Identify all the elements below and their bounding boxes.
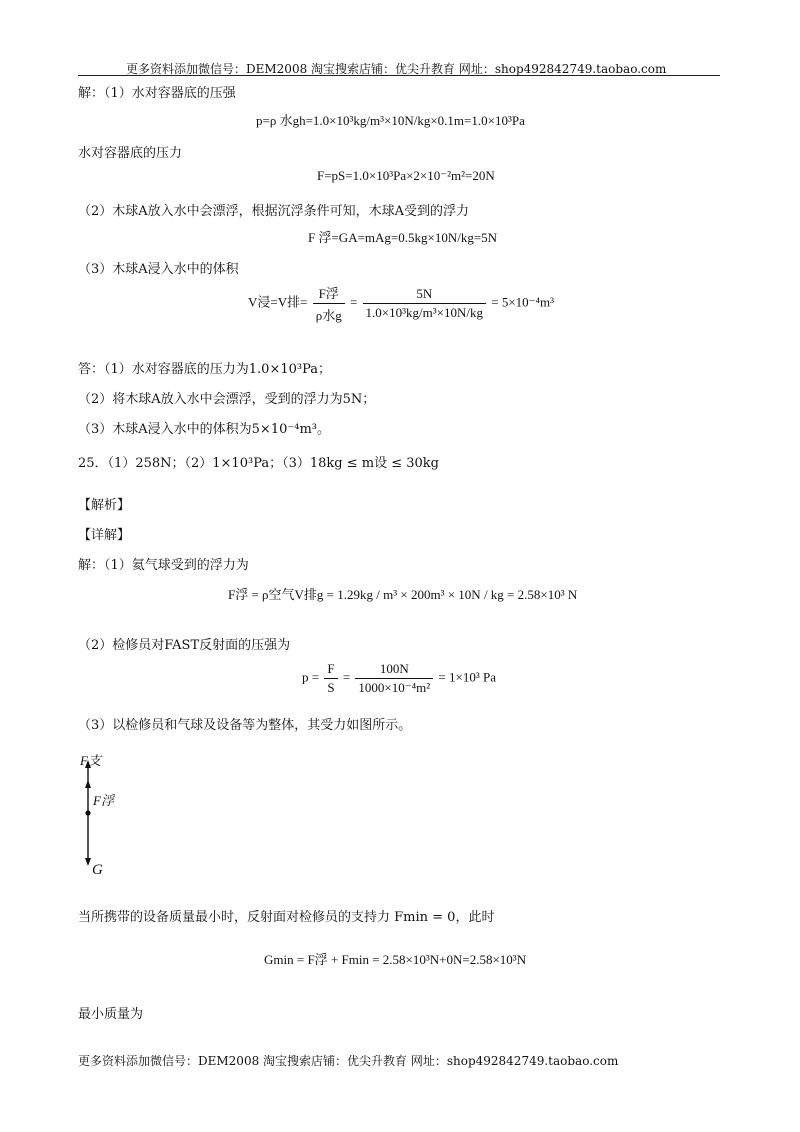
gravity-arrowhead <box>85 858 91 866</box>
header-rule <box>78 75 720 76</box>
q24-volume-rhs: = 5×10⁻⁴m³ <box>491 294 555 310</box>
q25-pressure-fraction-1 <box>324 661 337 696</box>
q25-answer-line: 25．（1）258N；（2）1×10³Pa；（3）18kg ≤ m设 ≤ 30kg <box>78 456 439 471</box>
q24-force-label: 水对容器底的压力 <box>78 146 183 161</box>
q25-min-condition-text: 当所携带的设备质量最小时，反射面对检修员的支持力 Fmin = 0，此时 <box>78 910 495 925</box>
q24-volume-fraction-1 <box>313 283 345 324</box>
q24-volume-fraction-2 <box>363 286 486 321</box>
q24-volume-equation: V浸=V排= $\frac{\text{F浮}}{\text{ρ水g}}$ = $\frac{5N}{\text{1.0×10³kg/m³×10N/kg}}$ = 5×10⁻⁴m³ <box>248 283 554 324</box>
q25-part2-text: （2）检修员对FAST反射面的压强为 <box>78 638 291 653</box>
q25-buoyancy-equation: F浮 = ρ空气V排g = 1.29kg / m³ × 200m³ × 10N / kg = 2.58×10³ N <box>228 587 578 602</box>
q25-part1-text: 解：（1）氦气球受到的浮力为 <box>78 558 249 573</box>
q24-volume-fraction-1-num: F浮 <box>313 283 345 304</box>
q25-pressure-lhs: p = <box>302 669 320 685</box>
page-header: 更多资料添加微信号：DEM2008 淘宝搜索店铺：优尖升教育 网址：shop492842749.taobao.com <box>126 62 667 76</box>
q24-force-equation: F=pS=1.0×10³Pa×2×10⁻²m²=20N <box>317 168 495 183</box>
q24-solution-label: 解：（1）水对容器底的压强 <box>78 86 236 101</box>
q25-part3-text: （3）以检修员和气球及设备等为整体，其受力如图所示。 <box>78 718 412 733</box>
page-footer: 更多资料添加微信号：DEM2008 淘宝搜索店铺：优尖升教育 网址：shop492842749.taobao.com <box>78 1054 619 1068</box>
q25-min-mass-text: 最小质量为 <box>78 1007 144 1022</box>
center-point <box>85 810 90 815</box>
q24-volume-fraction-2-den: 1.0×10³kg/m³×10N/kg <box>365 305 483 320</box>
q25-pressure-fraction-2-den: 1000×10⁻⁴m² <box>358 680 431 695</box>
q25-pressure-fraction-1-num: F <box>324 661 337 679</box>
q25-pressure-fraction-2 <box>355 661 433 696</box>
q25-pressure-rhs: = 1×10³ Pa <box>438 669 496 685</box>
q25-pressure-fraction-1-den: S <box>327 680 335 695</box>
q24-answer-2: （2）将木球A放入水中会漂浮，受到的浮力为5N； <box>78 392 376 407</box>
analysis-tag: 【解析】 <box>78 498 131 513</box>
q24-answer-3: （3）木球A浸入水中的体积为5×10⁻⁴m³。 <box>78 422 330 437</box>
q24-buoyancy-equation: F 浮=GA=mAg=0.5kg×10N/kg=5N <box>308 230 498 245</box>
q24-part2-text: （2）木球A放入水中会漂浮，根据沉浮条件可知，木球A受到的浮力 <box>78 204 470 219</box>
label-support-force: F支 <box>80 753 101 768</box>
detail-tag: 【详解】 <box>78 528 131 543</box>
label-buoyancy-force: F浮 <box>93 793 114 808</box>
q25-gmin-equation: Gmin = F浮 + Fmin = 2.58×10³N+0N=2.58×10³N <box>264 952 527 967</box>
q25-pressure-fraction-2-num: 100N <box>355 661 433 679</box>
q24-volume-fraction-2-num: 5N <box>363 286 486 304</box>
q24-answer-1: 答：（1）水对容器底的压力为1.0×10³Pa； <box>78 362 332 377</box>
q24-volume-lhs: V浸=V排= <box>248 294 308 310</box>
q25-pressure-equation: p = $\frac{F}{S}$ = $\frac{100N}{\text{1000×10⁻⁴m²}}$ = 1×10³ Pa <box>302 661 496 695</box>
q24-part3-text: （3）木球A浸入水中的体积 <box>78 262 239 277</box>
label-gravity: G <box>92 862 103 878</box>
q24-pressure-equation: p=ρ 水gh=1.0×10³kg/m³×10N/kg×0.1m=1.0×10³Pa <box>256 113 525 128</box>
q24-volume-fraction-1-den: ρ水g <box>315 308 342 323</box>
buoyancy-arrowhead <box>85 780 91 788</box>
